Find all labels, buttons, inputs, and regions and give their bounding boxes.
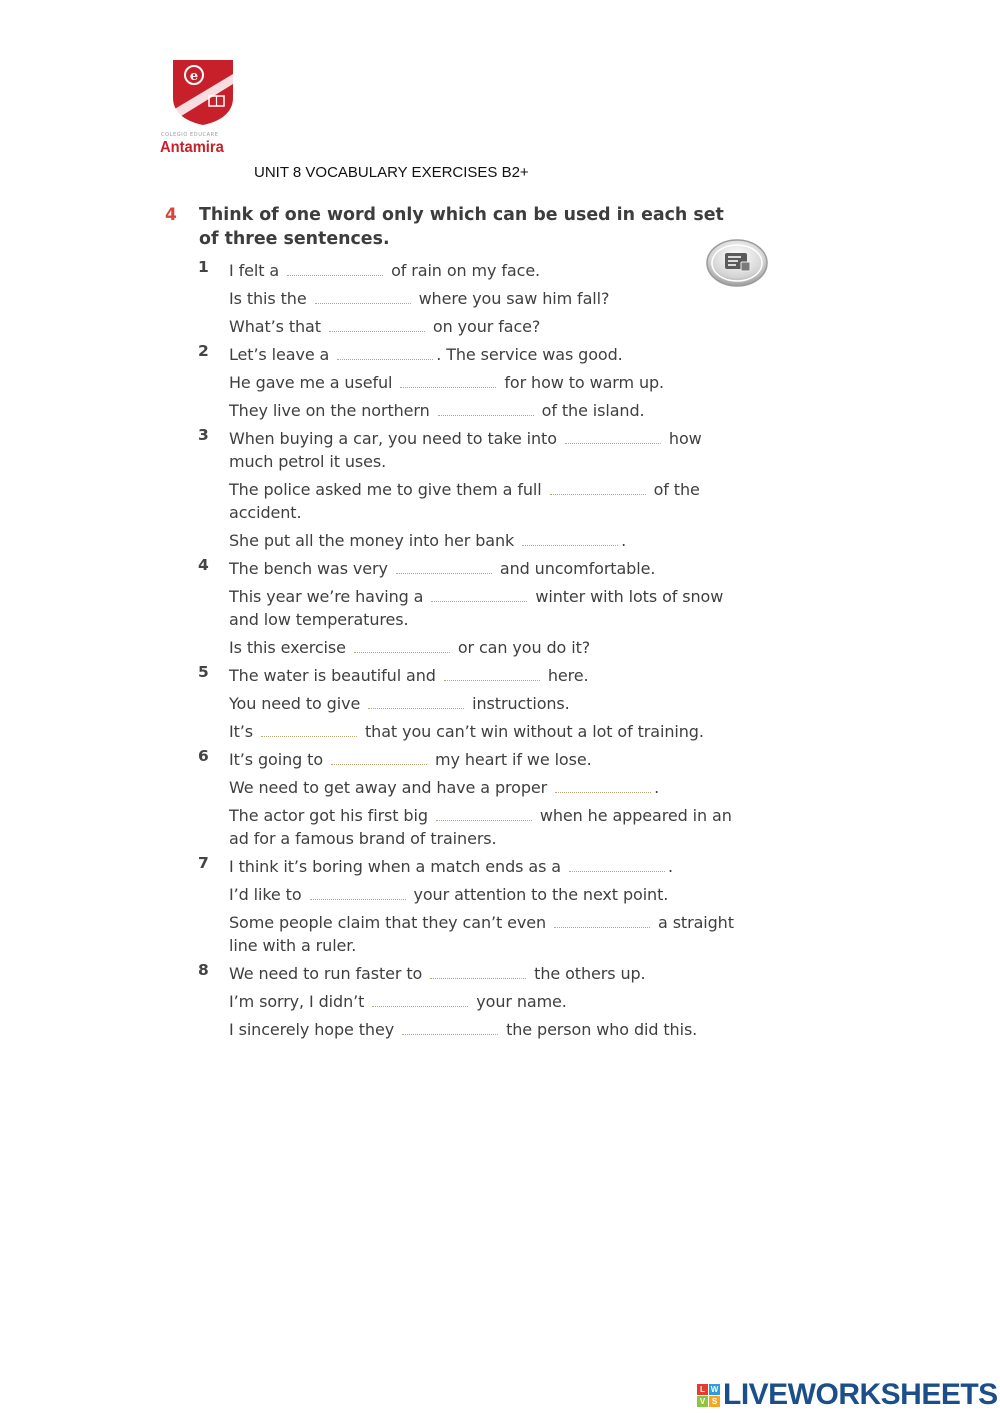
sentence-text-after: of rain on my face.: [386, 260, 541, 280]
answer-blank[interactable]: [436, 808, 532, 821]
sentence: [229, 424, 738, 475]
exercise-item: [198, 959, 738, 1043]
sentence-text-before: Is this the: [229, 288, 312, 308]
sentence-text-after: my heart if we lose.: [430, 749, 592, 769]
sentence: [229, 256, 738, 284]
sentence-text-before: It’s going to: [229, 749, 329, 769]
school-name: Antamira: [160, 139, 224, 156]
sentence-text-after: a straight line with a ruler.: [229, 912, 739, 955]
sentence-text-before: Some people claim that they can’t even: [229, 912, 552, 932]
sentence-text-before: I sincerely hope they: [229, 1019, 400, 1039]
sentence: [229, 959, 738, 987]
answer-blank[interactable]: [554, 915, 650, 928]
sentence: [229, 475, 738, 526]
sentence: [229, 340, 738, 368]
sentence-text-after: . The service was good.: [436, 344, 623, 364]
sentence: [229, 987, 738, 1015]
sentence-text-after: for how to warm up.: [499, 372, 665, 392]
sentence-text-before: I’m sorry, I didn’t: [229, 991, 370, 1011]
sentence-text-after: instructions.: [467, 693, 570, 713]
sentence: [229, 312, 738, 340]
exercise-item: [198, 256, 738, 340]
answer-blank[interactable]: [261, 724, 357, 737]
answer-blank[interactable]: [569, 859, 665, 872]
sentence-text-before: Is this exercise: [229, 637, 351, 657]
answer-blank[interactable]: [287, 263, 383, 276]
badge-letter: L: [697, 1384, 708, 1395]
sentence-text-before: I think it’s boring when a match ends as a: [229, 856, 566, 876]
school-logo: [160, 58, 242, 157]
exercise-item: [198, 424, 738, 554]
sentence-text-after: your name.: [471, 991, 567, 1011]
svg-text:e: e: [189, 69, 199, 84]
answer-blank[interactable]: [438, 403, 534, 416]
sentence-text-after: where you saw him fall?: [413, 288, 610, 308]
sentence-text-before: Let’s leave a: [229, 344, 335, 364]
sentence: [229, 773, 738, 801]
sentence: [229, 284, 738, 312]
sentence-text-before: I’d like to: [229, 884, 307, 904]
sentence: [229, 526, 738, 554]
answer-blank[interactable]: [555, 780, 651, 793]
sentence-text-before: We need to get away and have a proper: [229, 777, 553, 797]
sentence-text-after: .: [668, 856, 673, 876]
sentence-text-before: The bench was very: [229, 558, 393, 578]
sentence-text-after: .: [654, 777, 660, 797]
answer-blank[interactable]: [431, 589, 527, 602]
sentence: [229, 368, 738, 396]
answer-blank[interactable]: [402, 1022, 498, 1035]
answer-blank[interactable]: [337, 347, 433, 360]
answer-blank[interactable]: [565, 431, 661, 444]
sentence-text-after: your attention to the next point.: [408, 884, 669, 904]
sentence-text-after: the person who did this.: [501, 1019, 698, 1039]
sentence: [229, 852, 738, 880]
exercise-item: [198, 661, 738, 745]
item-number: 7: [198, 854, 209, 872]
badge-letter: V: [697, 1396, 708, 1407]
answer-blank[interactable]: [522, 533, 618, 546]
sentence: [229, 880, 738, 908]
sentence-text-before: He gave me a useful: [229, 372, 398, 392]
sentence: [229, 582, 738, 633]
answer-blank[interactable]: [550, 482, 646, 495]
exercise-item: [198, 852, 738, 959]
sentence-text-after: when he appeared in an ad for a famous brand of trainers.: [229, 805, 737, 848]
sentence-text-before: What’s that: [229, 316, 326, 336]
answer-blank[interactable]: [329, 319, 425, 332]
sentence-text-after: here.: [542, 665, 589, 685]
sentence-text-after: the others up.: [529, 963, 646, 983]
sentence: [229, 661, 738, 689]
item-number: 4: [198, 556, 209, 574]
sentence-text-before: We need to run faster to: [229, 963, 428, 983]
item-number: 3: [198, 426, 209, 444]
sentence: [229, 908, 738, 959]
sentence-text-before: This year we’re having a: [229, 586, 429, 606]
sentence-text-after: .: [621, 530, 627, 550]
sentence-text-before: The police asked me to give them a full: [229, 479, 547, 499]
liveworksheets-logo-icon: [697, 1384, 720, 1407]
sentence: [229, 717, 738, 745]
item-number: 8: [198, 961, 209, 979]
exercise-item: [198, 745, 738, 852]
answer-blank[interactable]: [331, 752, 427, 765]
sentence: [229, 633, 738, 661]
sentence-text-after: of the island.: [536, 400, 645, 420]
sentence: [229, 554, 738, 582]
sentence-text-before: She put all the money into her bank: [229, 530, 520, 550]
answer-blank[interactable]: [368, 696, 464, 709]
brand-name: LIVEWORKSHEETS: [723, 1378, 998, 1411]
answer-blank[interactable]: [444, 668, 540, 681]
answer-blank[interactable]: [315, 291, 411, 304]
sentence-text-before: You need to give: [229, 693, 366, 713]
sentence-text-before: I felt a: [229, 260, 285, 280]
sentence-text-after: or can you do it?: [452, 637, 591, 657]
sentence-text-before: The water is beautiful and: [229, 665, 441, 685]
item-number: 6: [198, 747, 209, 765]
sentence-text-before: When buying a car, you need to take into: [229, 428, 562, 448]
exercise-item: [198, 340, 738, 424]
sentence-text-after: winter with lots of snow and low temperatures.: [229, 586, 729, 629]
sentence: [229, 396, 738, 424]
sentence-text-before: They live on the northern: [229, 400, 435, 420]
exercise-item: [198, 554, 738, 661]
answer-blank[interactable]: [400, 375, 496, 388]
sentence: [229, 689, 738, 717]
sentence-text-before: It’s: [229, 721, 259, 741]
school-crest-icon: [170, 58, 236, 126]
badge-letter: W: [710, 1384, 719, 1394]
exercise-instruction: Think of one word only which can be used in each set of three sentences.: [199, 205, 724, 249]
exercise-items: [198, 256, 738, 1043]
sentence: [229, 1015, 738, 1043]
answer-blank[interactable]: [310, 887, 406, 900]
item-number: 5: [198, 663, 209, 681]
page-title: UNIT 8 VOCABULARY EXERCISES B2+: [254, 164, 529, 181]
sentence-text-after: on your face?: [427, 316, 541, 336]
item-number: 1: [198, 258, 209, 276]
answer-blank[interactable]: [354, 640, 450, 653]
sentence-text-after: that you can’t win without a lot of training.: [360, 721, 704, 741]
answer-blank[interactable]: [372, 994, 468, 1007]
sentence-text-after: how much petrol it uses.: [229, 428, 707, 471]
sentence-text-after: of the accident.: [229, 479, 705, 522]
footer-brand: [697, 1378, 998, 1412]
answer-blank[interactable]: [396, 561, 492, 574]
school-subtitle: COLEGIO EDUCARE: [161, 132, 219, 138]
item-number: 2: [198, 342, 209, 360]
exercise-number: 4: [165, 205, 177, 225]
sentence: [229, 801, 738, 852]
sentence-text-after: and uncomfortable.: [494, 558, 656, 578]
badge-letter: S: [709, 1396, 720, 1407]
sentence-text-before: The actor got his first big: [229, 805, 433, 825]
sentence: [229, 745, 738, 773]
answer-blank[interactable]: [430, 966, 526, 979]
